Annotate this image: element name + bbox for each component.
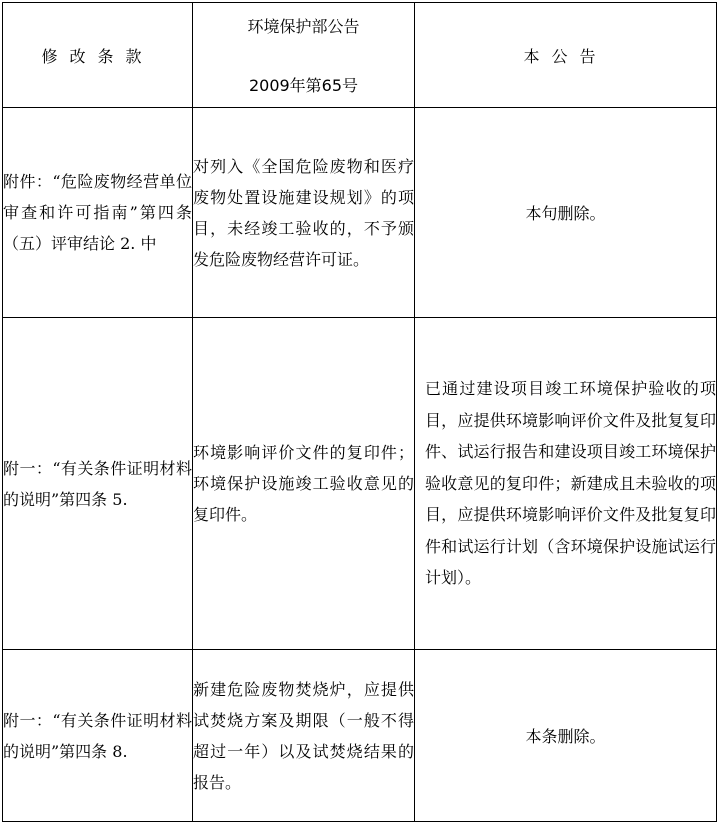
- header-this-announcement: 本公告: [415, 3, 717, 108]
- revision-cell: 本句删除。: [415, 108, 717, 318]
- header-announcement-number: 2009年第65号: [248, 76, 359, 95]
- amendment-table: [2, 2, 717, 822]
- original-text-cell: 新建危险废物焚烧炉，应提供试焚烧方案及期限（一般不得超过一年）以及试焚烧结果的报告。: [193, 650, 415, 822]
- clause-cell: 附件：“危险废物经营单位审查和许可指南”第四条（五）评审结论 2. 中: [3, 108, 193, 318]
- original-text-cell: 对列入《全国危险废物和医疗废物处置设施建设规划》的项目，未经竣工验收的，不予颁发危险废物经营许可证。: [193, 108, 415, 318]
- revision-cell: 已通过建设项目竣工环境保护验收的项目，应提供环境影响评价文件及批复复印件、试运行报告和建设项目竣工环境保护验收意见的复印件；新建成且未验收的项目，应提供环境影响评价文件及批复复印件和试运行计划（含环境保护设施试运行计划）。: [415, 318, 717, 650]
- original-text-cell: 环境影响评价文件的复印件；环境保护设施竣工验收意见的复印件。: [193, 318, 415, 650]
- revision-cell: 本条删除。: [415, 650, 717, 822]
- table-row: [3, 108, 717, 318]
- header-announcement: [193, 3, 415, 108]
- table-row: [3, 318, 717, 650]
- header-clause: 修改条款: [3, 3, 193, 108]
- clause-cell: 附一：“有关条件证明材料的说明”第四条 8.: [3, 650, 193, 822]
- clause-cell: 附一：“有关条件证明材料的说明”第四条 5.: [3, 318, 193, 650]
- header-row: [3, 3, 717, 108]
- table-row: [3, 650, 717, 822]
- header-announcement-title: 环境保护部公告: [247, 17, 360, 36]
